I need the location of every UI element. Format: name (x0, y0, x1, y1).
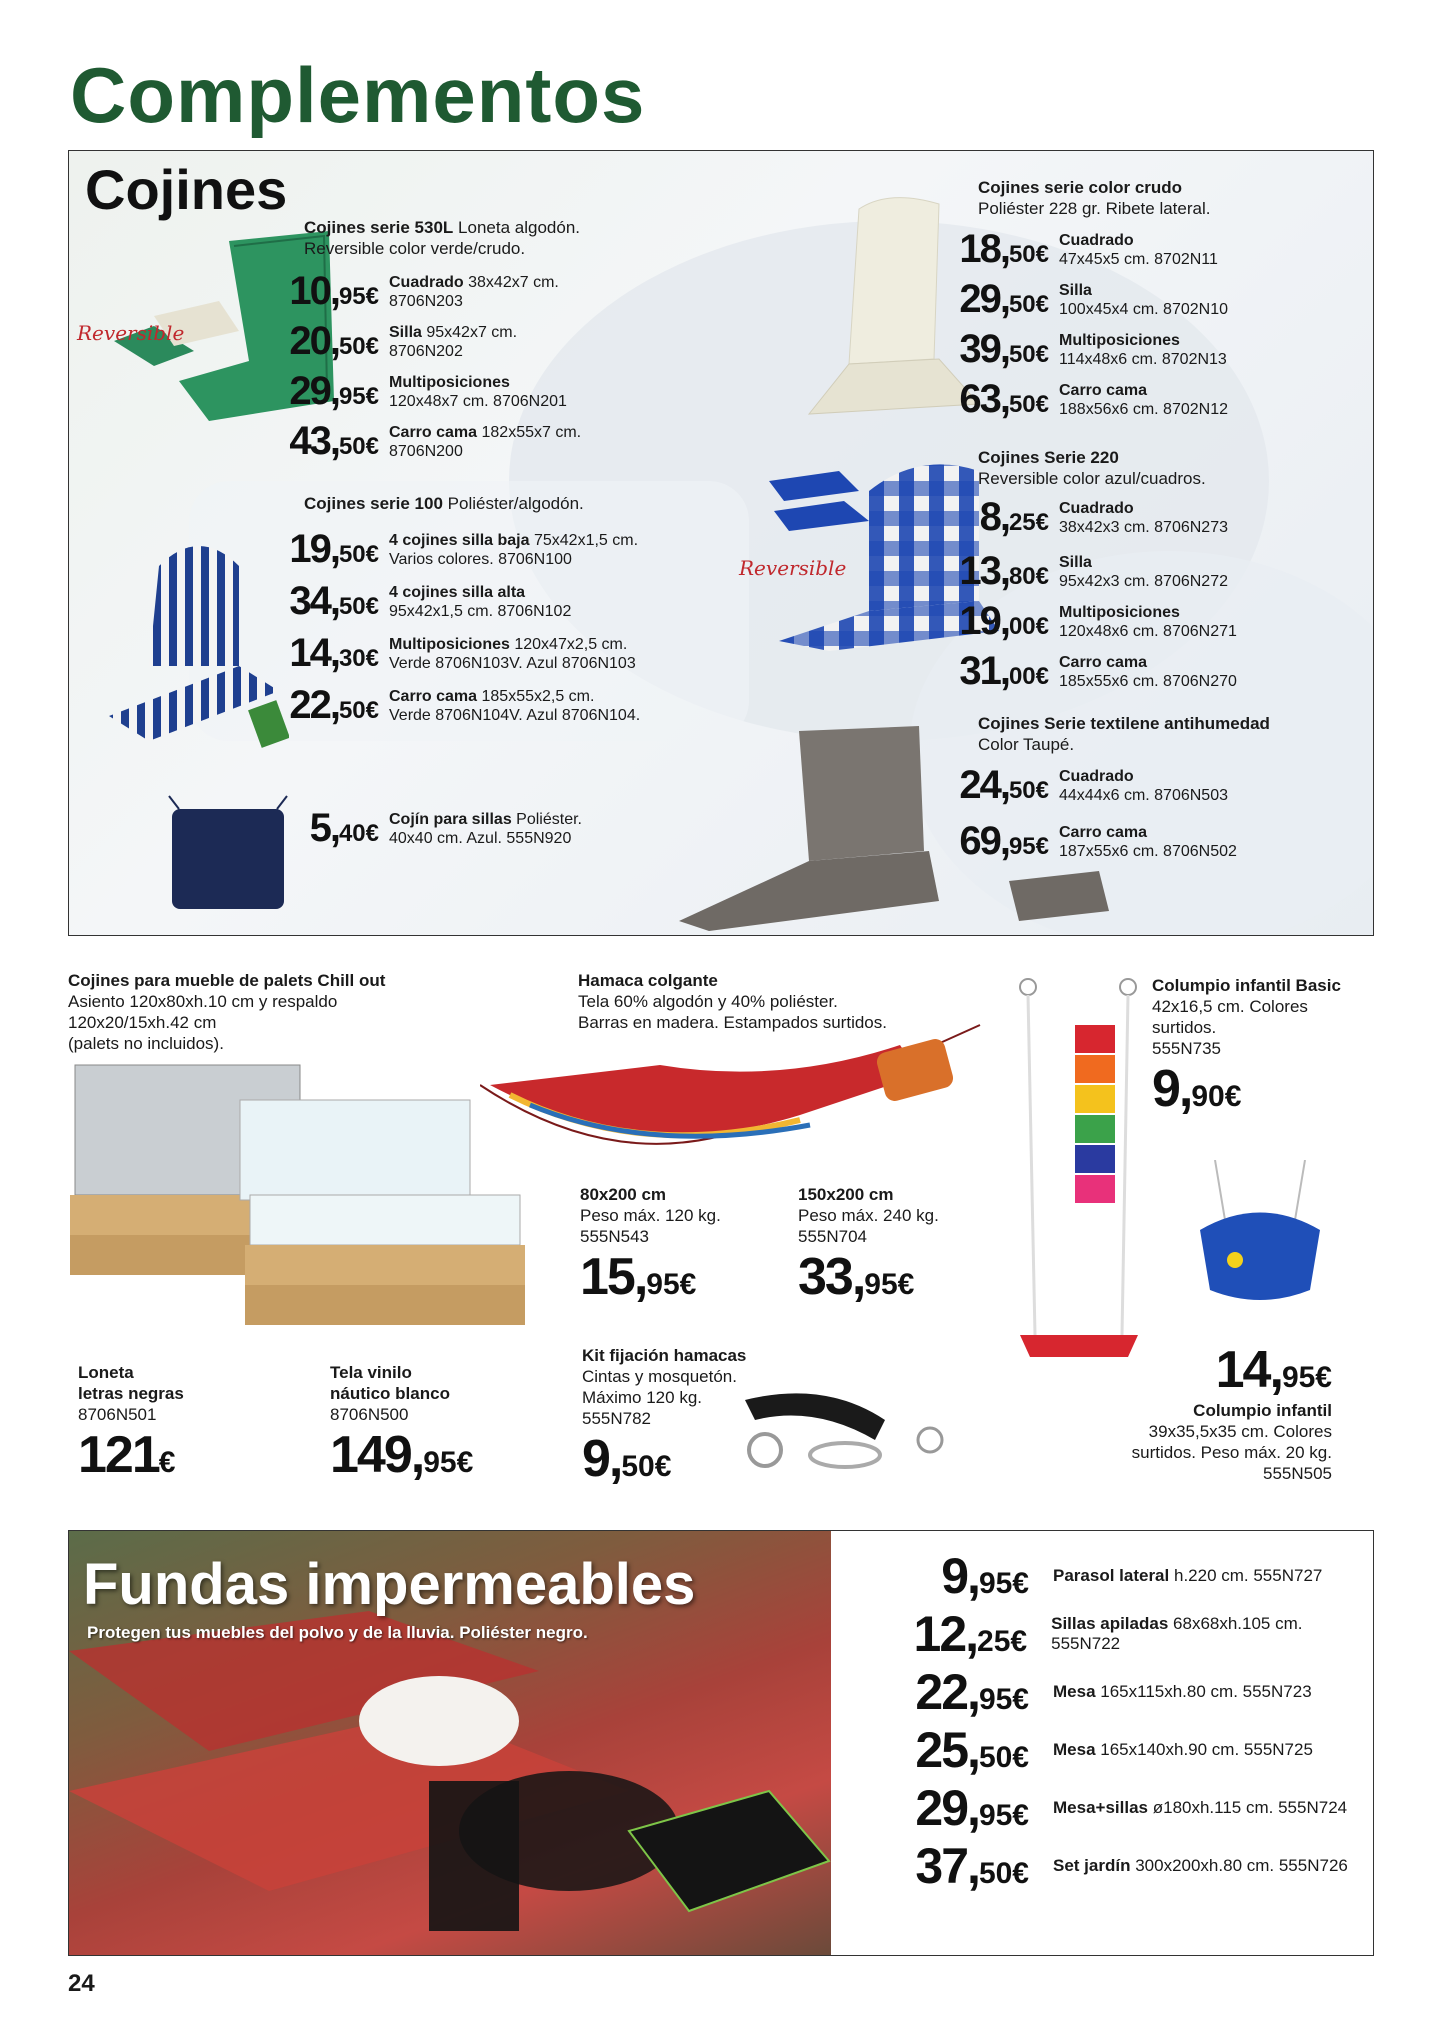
serie100-desc: Poliéster/algodón. (447, 494, 584, 513)
hammock-image (480, 965, 1000, 1165)
price-row: 22,50€ Carro cama 185x55x2,5 cm. Verde 8706N104V. Azul 8706N104. (289, 683, 641, 727)
serie530-desc2: Reversible color verde/crudo. (304, 239, 526, 258)
textilene-header (978, 713, 1270, 755)
reversible-label: Reversible (739, 556, 847, 580)
serie220-desc: Reversible color azul/cuadros. (978, 469, 1206, 488)
price-row: 10,95€ Cuadrado 38x42x7 cm. 8706N203 (289, 269, 559, 313)
price-row: 22,95€ Mesa 165x115xh.80 cm. 555N723 (915, 1664, 1312, 1720)
hamaca-header: Hamaca colgante Tela 60% algodón y 40% poliéster. Barras en madera. Estampados surtidos. (578, 971, 887, 1032)
palets-header: Cojines para mueble de palets Chill out Asiento 120x80xh.10 cm y respaldo 120x20/15xh.42 cm (palets no incluidos). (68, 971, 386, 1053)
palets-a: Loneta letras negras 8706N501 121€ (78, 1363, 184, 1484)
page-title: Complementos (70, 51, 646, 139)
basic-swing-image (1010, 975, 1150, 1375)
child-swing-image (1185, 1160, 1335, 1320)
page-number: 24 (68, 1970, 95, 1997)
section-title: Cojines (85, 158, 288, 221)
price-row: 18,50€ Cuadrado 47x45x5 cm. 8702N11 (959, 227, 1218, 271)
price-row: 19,00€ Multiposiciones 120x48x6 cm. 8706N271 (959, 599, 1237, 643)
serie220-name: Cojines Serie 220 (978, 448, 1119, 467)
fundas-subtitle: Protegen tus muebles del polvo y de la lluvia. Poliéster negro. (87, 1623, 588, 1642)
serie530-header (304, 217, 580, 259)
reversible-label: Reversible (77, 321, 185, 345)
serie530-desc1: Loneta algodón. (458, 218, 580, 237)
columpio-basic: Columpio infantil Basic 42x16,5 cm. Colores surtidos. 555N735 9,90€ (1152, 976, 1341, 1118)
price-row: 25,50€ Mesa 165x140xh.90 cm. 555N725 (915, 1722, 1313, 1778)
price-row: 29,95€ Multiposiciones 120x48x7 cm. 8706N201 (289, 369, 567, 413)
kit-fijacion: Kit fijación hamacas Cintas y mosquetón. Máximo 120 kg. 555N782 9,50€ (582, 1346, 747, 1488)
price-row: 31,00€ Carro cama 185x55x6 cm. 8706N270 (959, 649, 1237, 693)
price-row: 8,25€ Cuadrado 38x42x3 cm. 8706N273 (979, 495, 1228, 539)
striped-cushion-image (89, 526, 289, 761)
price-row: 39,50€ Multiposiciones 114x48x6 cm. 8702N13 (959, 327, 1227, 371)
serie530-name: Cojines serie 530L (304, 218, 454, 237)
crudo-header (978, 177, 1210, 219)
columpio-infantil: 14,95€ Columpio infantil 39x35,5x35 cm. Colores surtidos. Peso máx. 20 kg. 555N505 (1131, 1341, 1332, 1483)
textilene-name: Cojines Serie textilene antihumedad (978, 714, 1270, 733)
palets-b: Tela vinilo náutico blanco 8706N500 149,95€ (330, 1363, 474, 1484)
price-row: 34,50€ 4 cojines silla alta 95x42x1,5 cm. 8706N102 (289, 579, 572, 623)
hamaca-title: Hamaca colgante (578, 971, 718, 990)
palet-sofa-image (60, 1045, 540, 1345)
cojines-section (68, 150, 1374, 936)
serie220-header (978, 447, 1206, 489)
price-row: 63,50€ Carro cama 188x56x6 cm. 8702N12 (959, 377, 1228, 421)
crudo-desc: Poliéster 228 gr. Ribete lateral. (978, 199, 1211, 218)
price-row: 12,25€ Sillas apiladas 68x68xh.105 cm. 555N722 (913, 1606, 1303, 1662)
price-row: 5,40€ Cojín para sillas Poliéster. 40x40 cm. Azul. 555N920 (309, 806, 582, 850)
crudo-name: Cojines serie color crudo (978, 178, 1183, 197)
fundas-section (68, 1530, 1374, 1956)
price-row: 20,50€ Silla 95x42x7 cm. 8706N202 (289, 319, 518, 363)
serie100-name: Cojines serie 100 (304, 494, 443, 513)
textilene-desc: Color Taupé. (978, 735, 1075, 754)
price-row: 29,50€ Silla 100x45x4 cm. 8702N10 (959, 277, 1228, 321)
price-row: 19,50€ 4 cojines silla baja 75x42x1,5 cm. Varios colores. 8706N100 (289, 527, 639, 571)
serie100-header (304, 493, 584, 514)
strap-kit-image (735, 1380, 950, 1480)
price-row: 9,95€ Parasol lateral h.220 cm. 555N727 (941, 1548, 1323, 1604)
price-row: 13,80€ Silla 95x42x3 cm. 8706N272 (959, 549, 1228, 593)
price-row: 14,30€ Multiposiciones 120x47x2,5 cm. Verde 8706N103V. Azul 8706N103 (289, 631, 636, 675)
price-row: 69,95€ Carro cama 187x55x6 cm. 8706N502 (959, 819, 1237, 863)
price-row: 37,50€ Set jardín 300x200xh.80 cm. 555N726 (915, 1838, 1348, 1894)
price-row: 29,95€ Mesa+sillas ø180xh.115 cm. 555N724 (915, 1780, 1348, 1836)
hamaca-b: 150x200 cm Peso máx. 240 kg. 555N704 33,95€ (798, 1185, 939, 1306)
palets-title: Cojines para mueble de palets Chill out (68, 971, 386, 990)
hamaca-a: 80x200 cm Peso máx. 120 kg. 555N543 15,95€ (580, 1185, 721, 1306)
price-row: 24,50€ Cuadrado 44x44x6 cm. 8706N503 (959, 763, 1228, 807)
price-row: 43,50€ Carro cama 182x55x7 cm. 8706N200 (289, 419, 582, 463)
fundas-title: Fundas impermeables (83, 1552, 696, 1617)
